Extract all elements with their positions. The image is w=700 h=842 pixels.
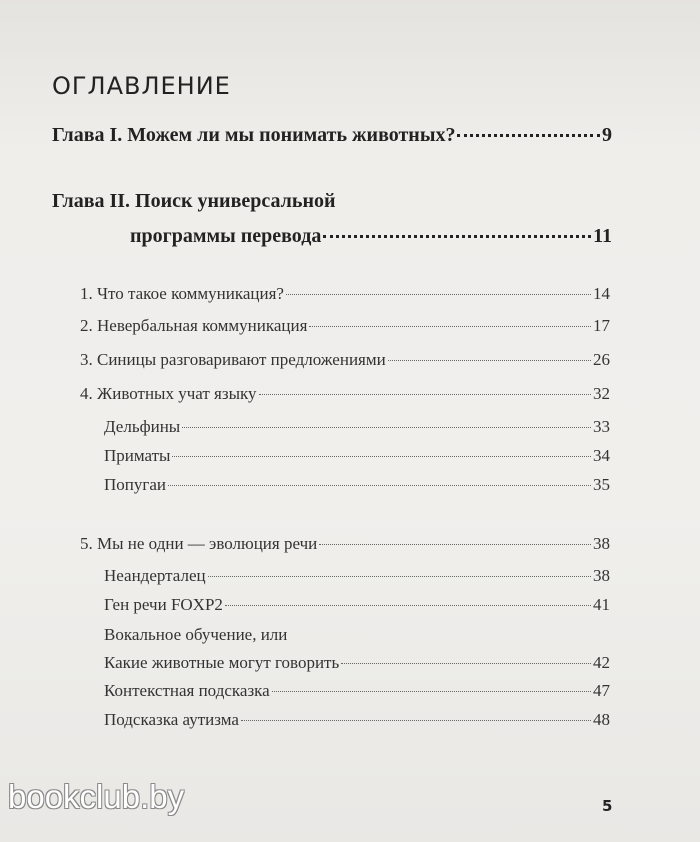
toc-subsection-neanderthal[interactable] [104,566,610,586]
toc-entry-title: Попугаи [104,475,166,494]
toc-entry-title: 3. Синицы разговаривают предложениями [80,350,386,369]
toc-subsection-autism[interactable] [104,710,610,730]
toc-section-5[interactable] [80,534,610,554]
toc-entry-title: 1. Что такое коммуникация? [80,284,284,303]
toc-subsection-parrots[interactable] [104,475,610,495]
toc-section-4[interactable] [80,384,610,404]
toc-entry-page: 47 [593,681,610,700]
toc-entry-page: 33 [593,417,610,436]
dot-leader [323,235,591,238]
dot-leader [319,544,591,545]
toc-chapter-2[interactable] [130,225,612,248]
dot-leader [208,576,591,577]
dot-leader [388,360,591,361]
toc-entry-page: 42 [593,653,610,672]
toc-entry-page: 41 [593,595,610,614]
dot-leader [272,691,591,692]
dot-leader [309,326,591,327]
toc-entry-page: 26 [593,350,610,369]
toc-entry-page: 38 [593,566,610,585]
dot-leader [225,605,591,606]
watermark: bookclub.by [8,778,185,815]
toc-section-2[interactable] [80,316,610,336]
toc-entry-page: 11 [593,225,612,247]
toc-entry-page: 9 [602,124,612,146]
toc-section-1[interactable] [80,284,610,304]
dot-leader [182,427,591,428]
toc-entry-title: программы перевода [130,225,322,247]
toc-entry-title: 5. Мы не одни — эволюция речи [80,534,318,553]
dot-leader [172,456,591,457]
toc-entry-title: 4. Животных учат языку [80,384,257,403]
toc-entry-title: Приматы [104,446,171,465]
dot-leader [241,720,591,721]
toc-entry-page: 34 [593,446,610,465]
dot-leader [259,394,591,395]
toc-entry-title: Дельфины [104,417,181,436]
toc-subsection-primates[interactable] [104,446,610,466]
toc-entry-title: Неандерталец [104,566,206,585]
toc-subsection-vocal[interactable] [104,653,610,673]
toc-subsection-foxp2[interactable] [104,595,610,615]
toc-entry-title: 2. Невербальная коммуникация [80,316,308,335]
dot-leader [286,294,591,295]
toc-subsection-context[interactable] [104,681,610,701]
toc-chapter-1[interactable] [52,124,612,147]
toc-entry-page: 32 [593,384,610,403]
toc-entry-page: 38 [593,534,610,553]
page-number: 5 [602,797,613,815]
toc-entry-page: 17 [593,316,610,335]
dot-leader [341,663,591,664]
toc-entry-page: 14 [593,284,610,303]
page-title: ОГЛАВЛЕНИЕ [52,72,231,100]
toc-entry-page: 35 [593,475,610,494]
dot-leader [168,485,591,486]
toc-entry-title: Подсказка аутизма [104,710,239,729]
dot-leader [457,134,600,137]
toc-entry-title: Контекстная подсказка [104,681,270,700]
toc-subsection-dolphins[interactable] [104,417,610,437]
toc-entry-title: Глава I. Можем ли мы понимать животных? [52,124,456,146]
toc-entry-page: 48 [593,710,610,729]
toc-entry-title: Ген речи FOXP2 [104,595,223,614]
toc-entry-title: Какие животные могут говорить [104,653,340,672]
toc-section-3[interactable] [80,350,610,370]
toc-chapter-2-line1[interactable]: Глава II. Поиск универсальной [52,190,336,212]
toc-subsection-vocal-line1[interactable]: Вокальное обучение, или [104,625,288,644]
